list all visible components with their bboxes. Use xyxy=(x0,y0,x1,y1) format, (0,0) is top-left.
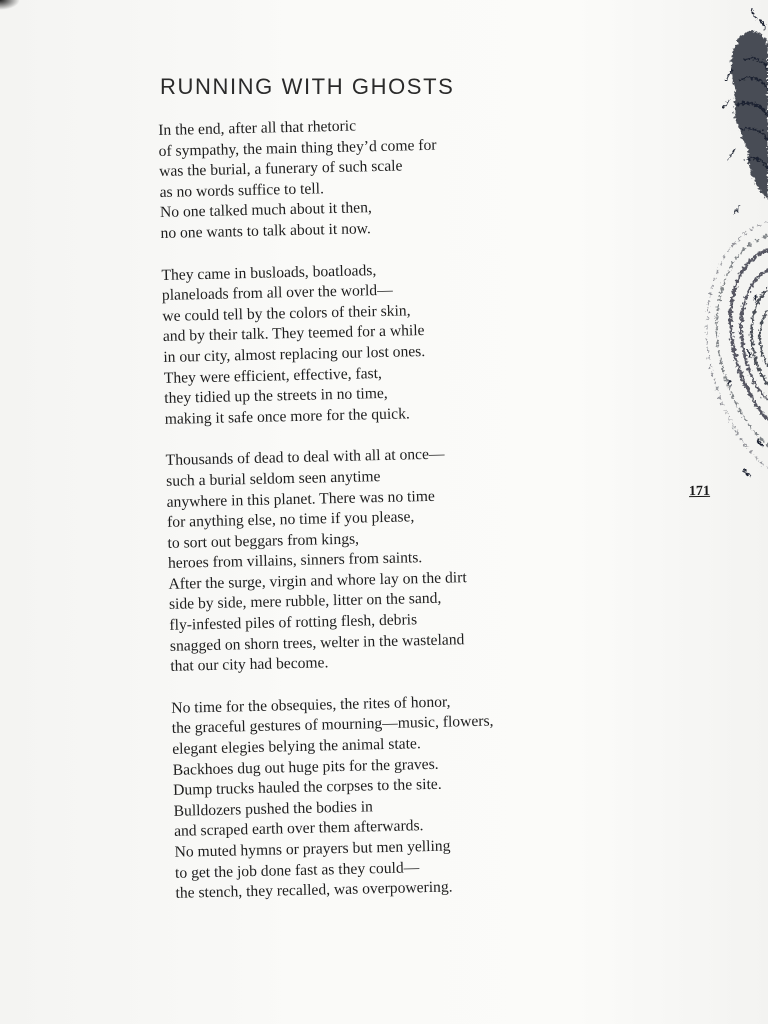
poem-line: They came in busloads, boatloads, xyxy=(161,261,377,284)
poem-line: No muted hymns or prayers but men yelling xyxy=(174,837,451,861)
poem-line: of sympathy, the main thing they’d come for xyxy=(158,136,437,160)
poem-line: Dump trucks hauled the corpses to the site. xyxy=(173,775,442,800)
poem-line: for anything else, no time if you please, xyxy=(166,508,415,531)
poem-line: the graceful gestures of mourning—music, flowers, xyxy=(171,712,494,738)
poem-title: RUNNING WITH GHOSTS xyxy=(160,74,455,99)
stanza-1 xyxy=(158,112,551,244)
poem-line: elegant elegies belying the animal state. xyxy=(172,735,421,758)
stanza-4 xyxy=(171,690,566,905)
poem-line: to sort out beggars from kings, xyxy=(167,530,360,552)
poem-line: and scraped earth over them afterwards. xyxy=(173,817,424,841)
page-corner-shadow xyxy=(0,0,20,10)
poem-line: anywhere in this planet. There was no time xyxy=(166,487,435,511)
poem-line: fly-infested piles of rotting flesh, debris xyxy=(169,611,418,634)
poem-line: and by their talk. They teemed for a while xyxy=(162,322,425,346)
poem-line: that our city had become. xyxy=(170,654,329,676)
poem-line: such a burial seldom seen anytime xyxy=(165,467,381,490)
stanza-2 xyxy=(161,257,555,431)
poem-line: No one talked much about it then, xyxy=(159,199,372,222)
poem-line: as no words suffice to tell. xyxy=(159,180,325,201)
poem-line: we could tell by the colors of their skin, xyxy=(162,302,411,325)
poem-line: snagged on shorn trees, welter in the wasteland xyxy=(169,630,465,655)
poem-line: Thousands of dead to deal with all at once— xyxy=(165,445,445,470)
poem-line: no one wants to talk about it now. xyxy=(160,220,372,242)
poem-line: After the surge, virgin and whore lay on the dirt xyxy=(168,568,467,593)
poem-line: heroes from villains, sinners from saints. xyxy=(167,549,423,573)
poem-line: in our city, almost replacing our lost ones. xyxy=(163,342,426,366)
poem-line: the stench, they recalled, was overpowering. xyxy=(175,878,453,902)
poem-body xyxy=(158,112,566,925)
ink-tree-ring-illustration-icon xyxy=(668,0,768,490)
poem-line: side by side, mere rubble, litter on the sand, xyxy=(168,590,442,614)
poem-line: making it safe once more for the quick. xyxy=(164,405,410,428)
poem-line: In the end, after all that rhetoric xyxy=(158,117,357,139)
page-number: 171 xyxy=(688,483,711,500)
poem-line: They were efficient, effective, fast, xyxy=(163,364,383,387)
poem-line: planeloads from all over the world— xyxy=(161,281,393,305)
poem-line: Bulldozers pushed the bodies in xyxy=(173,798,374,820)
poem-line: Backhoes dug out huge pits for the graves. xyxy=(172,755,439,779)
poem-line: they tidied up the streets in no time, xyxy=(164,384,388,408)
stanza-3 xyxy=(165,442,560,677)
poem-line: to get the job done fast as they could— xyxy=(174,858,420,882)
poem-line: was the burial, a funerary of such scale xyxy=(158,157,403,181)
poem-line: No time for the obsequies, the rites of honor, xyxy=(171,693,451,717)
